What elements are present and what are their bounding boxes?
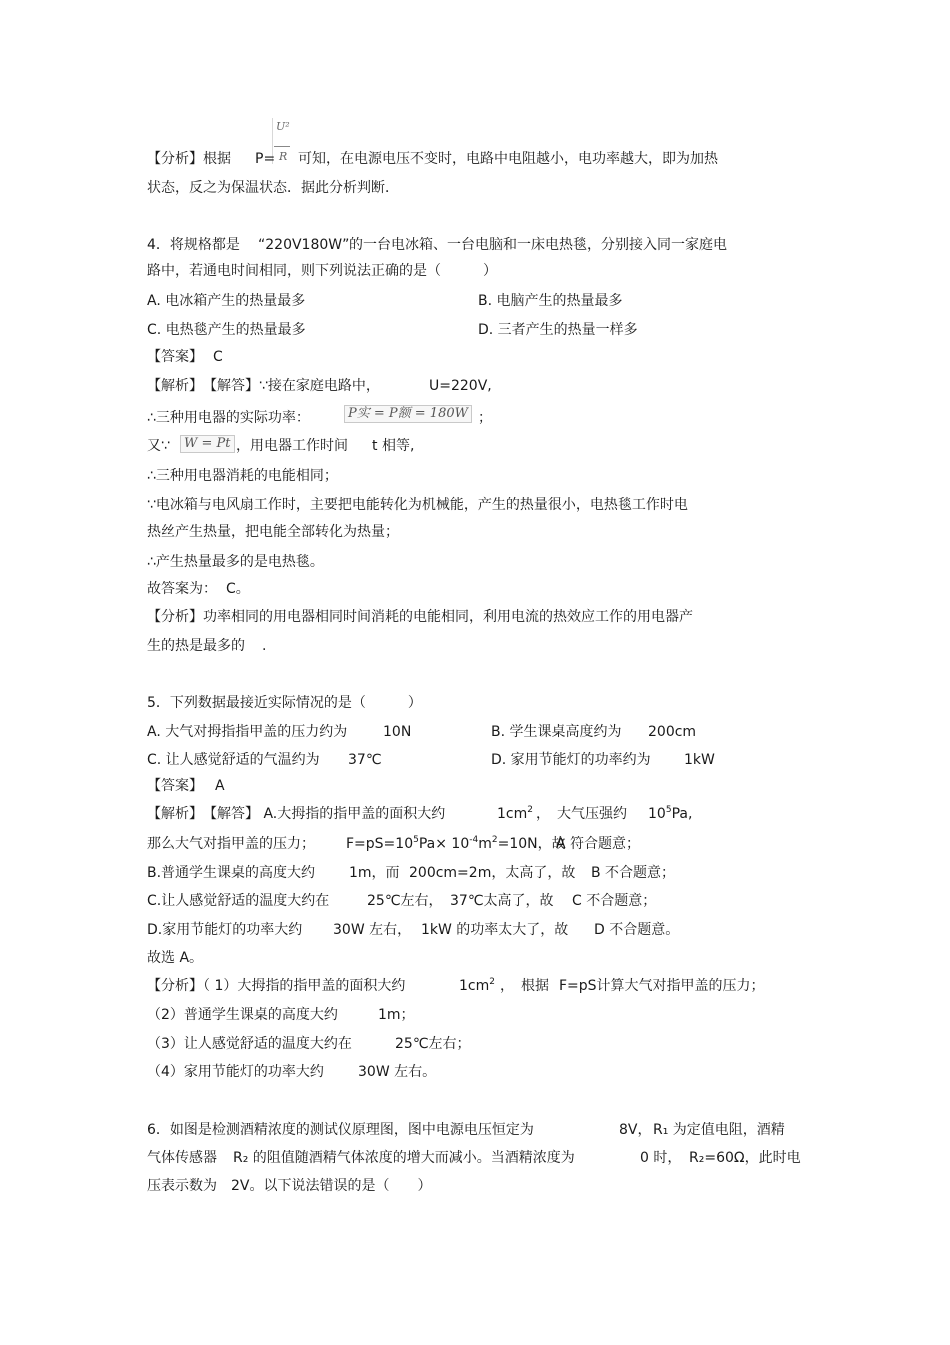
q5-solution-2-conclusion: A 符合题意； xyxy=(556,836,641,852)
q5-option-c-value: 37℃ xyxy=(348,752,382,768)
q5-solution-3-d: B 不合题意； xyxy=(591,865,676,881)
q6-stem-2-r2value: R₂=60Ω，此时电 xyxy=(689,1150,801,1166)
q5-solution-3-b: 1m，而 xyxy=(349,865,400,881)
q5-area-sup: 2 xyxy=(527,805,533,815)
q4-solution-1-voltage: U=220V, xyxy=(429,378,492,394)
q5-force-formula-b: Pa× 10 xyxy=(418,836,470,852)
analysis-label-q3: 【分析】根据 xyxy=(147,151,231,167)
q5-option-b-value: 200cm xyxy=(648,724,697,740)
q5-solution-4-c: 37℃太高了，故 xyxy=(450,893,554,909)
q4-power-formula: P实 = P额 = 180W xyxy=(344,405,472,423)
q5-solution-3: B.普通学生课桌的高度大约 xyxy=(147,865,316,881)
q5-stem: 5．下列数据最接近实际情况的是（ ） xyxy=(147,695,422,711)
q6-stem-2: 气体传感器 xyxy=(147,1150,217,1166)
q4-solution-7: ∴产生热量最多的是电热毯。 xyxy=(147,554,324,570)
q4-answer-label: 【答案】 xyxy=(147,349,203,365)
q5-solution-1-pressure-label: ， 大气压强约 xyxy=(536,806,627,822)
formula-p-equals: P= xyxy=(255,151,276,167)
q5-option-a: A. 大气对拇指指甲盖的压力约为 xyxy=(147,724,348,740)
q4-option-c: C. 电热毯产生的热量最多 xyxy=(147,322,306,338)
q6-stem-1-voltage: 8V， xyxy=(619,1122,652,1138)
q5-analysis-area-value: 1cm xyxy=(459,978,490,994)
q5-pressure-exp: 5 xyxy=(665,805,672,815)
q5-force-formula-exp1: 5 xyxy=(413,835,419,845)
q4-stem-start: 4．将规格都是 xyxy=(147,237,240,253)
q4-solution-3: 又∵ xyxy=(147,438,170,454)
q5-analysis-4-b: 30W 左右。 xyxy=(358,1064,437,1080)
analysis-text-q3-line2: 状态，反之为保温状态．据此分析判断． xyxy=(147,180,399,196)
q5-force-formula-exp2: -4 xyxy=(469,835,479,845)
q4-analysis-2-end: . xyxy=(262,638,267,654)
q5-analysis-1: 【分析】（ 1）大拇指的指甲盖的面积大约 xyxy=(147,978,406,994)
q5-area-value: 1cm xyxy=(497,806,528,822)
q6-stem-2-r2: R₂ 的阻值随酒精气体浓度的增大而减小。当酒精浓度为 xyxy=(233,1150,575,1166)
q5-solution-5-b: 30W 左右， xyxy=(333,922,412,938)
q5-solution-1: 【解析】 【解答】 A.大拇指的指甲盖的面积大约 xyxy=(147,806,446,822)
q5-solution-5-d: D 不合题意。 xyxy=(594,922,680,938)
q4-solution-2: ∴三种用电器的实际功率： xyxy=(147,410,310,426)
q5-option-b: B. 学生课桌高度约为 xyxy=(491,724,622,740)
q5-solution-5-c: 1kW 的功率太大了，故 xyxy=(421,922,569,938)
q5-solution-4-b: 25℃左右， xyxy=(367,893,443,909)
q5-solution-1-area xyxy=(497,805,533,823)
formula-frac-denominator: R xyxy=(279,150,288,163)
q5-solution-4: C.让人感觉舒适的温度大约在 xyxy=(147,893,330,909)
q4-solution-4: ∴三种用电器消耗的电能相同； xyxy=(147,468,338,484)
q6-stem-3: 压表示数为 xyxy=(147,1178,217,1194)
q5-analysis-1-d: F=pS计算大气对指甲盖的压力； xyxy=(559,978,765,994)
q5-solution-5: D.家用节能灯的功率大约 xyxy=(147,922,303,938)
q5-answer-value: A xyxy=(215,778,225,794)
formula-frac-numerator: U² xyxy=(276,120,290,133)
q4-solution-5: ∵电冰箱与电风扇工作时，主要把电能转化为机械能，产生的热量很小，电热毯工作时电 xyxy=(147,497,688,513)
q6-stem-2-zero: 0 时， xyxy=(640,1150,682,1166)
q4-stem-cont: 的一台电冰箱、一台电脑和一床电热毯，分别接入同一家庭电 xyxy=(349,237,727,253)
q5-force-formula-c: m xyxy=(478,836,492,852)
q4-stem-line2: 路中，若通电时间相同，则下列说法正确的是（ ） xyxy=(147,263,497,279)
q5-analysis-2: （2）普通学生课桌的高度大约 xyxy=(147,1007,338,1023)
q4-solution-3-cont: ，用电器工作时间 xyxy=(236,438,348,454)
q6-stem-3-b: 2V。以下说法错误的是（ ） xyxy=(231,1178,432,1194)
q5-analysis-3-b: 25℃左右； xyxy=(395,1036,471,1052)
q5-force-formula-d: =10N，故 xyxy=(497,836,566,852)
q4-option-a: A. 电冰箱产生的热量最多 xyxy=(147,293,306,309)
q5-option-d-value: 1kW xyxy=(684,752,715,768)
q5-solution-2: 那么大气对指甲盖的压力； xyxy=(147,836,315,852)
q5-option-a-value: 10N xyxy=(383,724,412,740)
q5-force-formula-a: F=pS=10 xyxy=(346,836,414,852)
q4-work-formula: W = Pt xyxy=(180,435,235,453)
q4-solution-6: 热丝产生热量，把电能全部转化为热量； xyxy=(147,524,399,540)
q6-stem-1: 6．如图是检测酒精浓度的测试仪原理图，图中电源电压恒定为 xyxy=(147,1122,534,1138)
q4-solution-8: 故答案为： xyxy=(147,581,217,597)
q5-option-c: C. 让人感觉舒适的气温约为 xyxy=(147,752,320,768)
q5-analysis-4: （4）家用节能灯的功率大约 xyxy=(147,1064,324,1080)
q5-analysis-3: （3）让人感觉舒适的温度大约在 xyxy=(147,1036,352,1052)
q5-solution-6: 故选 A。 xyxy=(147,950,204,966)
q4-spec: “220V180W” xyxy=(258,237,350,253)
q4-solution-2-end: ； xyxy=(478,410,492,426)
analysis-text-q3: 可知，在电源电压不变时，电路中电阻越小，电功率越大，即为加热 xyxy=(298,151,718,167)
q5-solution-1-pressure xyxy=(648,805,692,823)
q5-force-formula-exp3: 2 xyxy=(491,835,498,845)
q5-pressure-unit: Pa, xyxy=(671,806,693,822)
q4-option-d: D. 三者产生的热量一样多 xyxy=(478,322,638,338)
q5-option-d: D. 家用节能灯的功率约为 xyxy=(491,752,651,768)
q6-stem-1-r1: R₁ 为定值电阻，酒精 xyxy=(653,1122,785,1138)
q4-answer-value: C xyxy=(213,349,223,365)
q5-solution-3-c: 200cm=2m，太高了，故 xyxy=(409,865,576,881)
q5-answer-label: 【答案】 xyxy=(147,778,203,794)
q5-analysis-2-b: 1m； xyxy=(378,1007,415,1023)
q5-analysis-1-c: ， 根据 xyxy=(500,978,549,994)
q5-solution-4-d: C 不合题意； xyxy=(572,893,657,909)
q4-option-b: B. 电脑产生的热量最多 xyxy=(478,293,623,309)
q5-solution-2-formula xyxy=(346,835,566,853)
q4-analysis-2: 生的热是最多的 xyxy=(147,638,245,654)
q5-pressure-base: 10 xyxy=(648,806,666,822)
q4-solution-1: 【解析】 【解答】∵接在家庭电路中， xyxy=(147,378,380,394)
q4-solution-8-answer: C。 xyxy=(226,581,250,597)
q5-analysis-1-area xyxy=(459,977,495,995)
q4-solution-3-t: t 相等, xyxy=(372,438,415,454)
q5-analysis-area-sup: 2 xyxy=(489,977,495,987)
q4-analysis-1: 【分析】功率相同的用电器相同时间消耗的电能相同，利用电流的热效应工作的用电器产 xyxy=(147,609,693,625)
